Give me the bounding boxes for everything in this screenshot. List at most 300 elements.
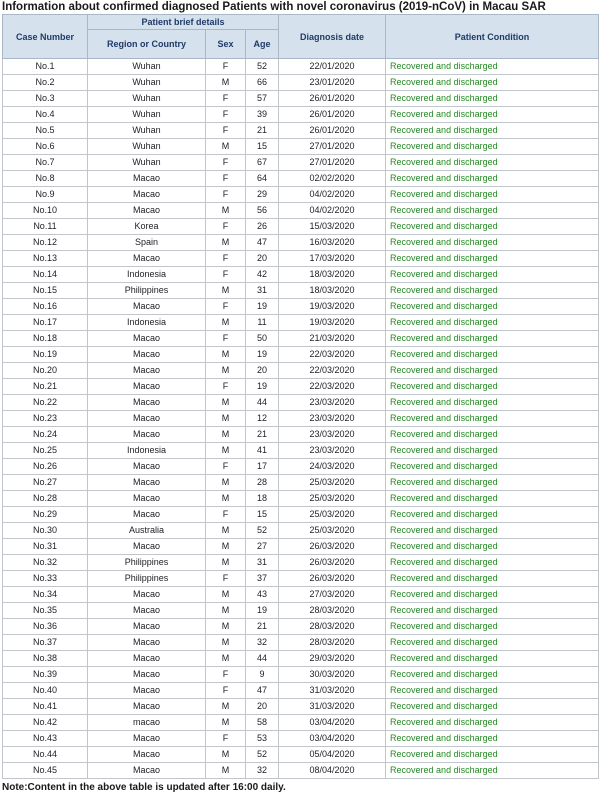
age-cell: 56: [246, 203, 279, 219]
diagnosis-date-cell: 08/04/2020: [279, 763, 386, 779]
age-cell: 42: [246, 267, 279, 283]
region-cell: Indonesia: [88, 315, 206, 331]
diagnosis-date-cell: 27/01/2020: [279, 139, 386, 155]
region-cell: Macao: [88, 187, 206, 203]
table-row: [3, 251, 599, 267]
header-age: Age: [246, 30, 279, 59]
age-cell: 44: [246, 395, 279, 411]
table-row: [3, 507, 599, 523]
sex-cell: M: [206, 635, 246, 651]
case-number-cell: No.43: [3, 731, 88, 747]
diagnosis-date-cell: 04/02/2020: [279, 187, 386, 203]
diagnosis-date-cell: 03/04/2020: [279, 715, 386, 731]
condition-cell: Recovered and discharged: [386, 555, 599, 571]
region-cell: Indonesia: [88, 443, 206, 459]
condition-cell: Recovered and discharged: [386, 315, 599, 331]
region-cell: Macao: [88, 763, 206, 779]
age-cell: 19: [246, 347, 279, 363]
age-cell: 64: [246, 171, 279, 187]
condition-cell: Recovered and discharged: [386, 347, 599, 363]
region-cell: Philippines: [88, 555, 206, 571]
condition-cell: Recovered and discharged: [386, 763, 599, 779]
region-cell: Macao: [88, 299, 206, 315]
sex-cell: F: [206, 91, 246, 107]
sex-cell: F: [206, 123, 246, 139]
condition-cell: Recovered and discharged: [386, 443, 599, 459]
sex-cell: F: [206, 187, 246, 203]
table-row: [3, 379, 599, 395]
page-title: Information about confirmed diagnosed Patients with novel coronavirus (2019-nCoV) in Macau SAR: [2, 1, 546, 13]
case-number-cell: No.12: [3, 235, 88, 251]
age-cell: 17: [246, 459, 279, 475]
table-row: [3, 587, 599, 603]
diagnosis-date-cell: 18/03/2020: [279, 283, 386, 299]
case-number-cell: No.28: [3, 491, 88, 507]
sex-cell: F: [206, 171, 246, 187]
diagnosis-date-cell: 23/03/2020: [279, 427, 386, 443]
diagnosis-date-cell: 24/03/2020: [279, 459, 386, 475]
case-number-cell: No.27: [3, 475, 88, 491]
condition-cell: Recovered and discharged: [386, 539, 599, 555]
age-cell: 9: [246, 667, 279, 683]
age-cell: 44: [246, 651, 279, 667]
sex-cell: M: [206, 715, 246, 731]
table-row: [3, 91, 599, 107]
sex-cell: M: [206, 443, 246, 459]
sex-cell: M: [206, 315, 246, 331]
header-case-number: Case Number: [3, 15, 88, 59]
table-row: [3, 475, 599, 491]
case-number-cell: No.44: [3, 747, 88, 763]
sex-cell: M: [206, 395, 246, 411]
region-cell: Macao: [88, 491, 206, 507]
sex-cell: F: [206, 299, 246, 315]
condition-cell: Recovered and discharged: [386, 155, 599, 171]
diagnosis-date-cell: 26/01/2020: [279, 91, 386, 107]
condition-cell: Recovered and discharged: [386, 379, 599, 395]
sex-cell: M: [206, 363, 246, 379]
diagnosis-date-cell: 26/03/2020: [279, 571, 386, 587]
sex-cell: F: [206, 155, 246, 171]
condition-cell: Recovered and discharged: [386, 587, 599, 603]
age-cell: 12: [246, 411, 279, 427]
table-row: [3, 443, 599, 459]
case-number-cell: No.45: [3, 763, 88, 779]
diagnosis-date-cell: 22/01/2020: [279, 59, 386, 75]
region-cell: Indonesia: [88, 267, 206, 283]
age-cell: 31: [246, 283, 279, 299]
table-row: [3, 427, 599, 443]
region-cell: Macao: [88, 539, 206, 555]
case-number-cell: No.15: [3, 283, 88, 299]
condition-cell: Recovered and discharged: [386, 139, 599, 155]
diagnosis-date-cell: 31/03/2020: [279, 683, 386, 699]
case-number-cell: No.2: [3, 75, 88, 91]
region-cell: Macao: [88, 747, 206, 763]
case-number-cell: No.35: [3, 603, 88, 619]
condition-cell: Recovered and discharged: [386, 715, 599, 731]
case-number-cell: No.10: [3, 203, 88, 219]
diagnosis-date-cell: 30/03/2020: [279, 667, 386, 683]
table-row: [3, 59, 599, 75]
table-row: [3, 107, 599, 123]
table-row: [3, 603, 599, 619]
sex-cell: M: [206, 203, 246, 219]
condition-cell: Recovered and discharged: [386, 747, 599, 763]
region-cell: Macao: [88, 331, 206, 347]
case-number-cell: No.32: [3, 555, 88, 571]
sex-cell: F: [206, 459, 246, 475]
condition-cell: Recovered and discharged: [386, 203, 599, 219]
age-cell: 32: [246, 635, 279, 651]
sex-cell: F: [206, 683, 246, 699]
table-row: [3, 347, 599, 363]
sex-cell: M: [206, 539, 246, 555]
diagnosis-date-cell: 04/02/2020: [279, 203, 386, 219]
case-number-cell: No.14: [3, 267, 88, 283]
condition-cell: Recovered and discharged: [386, 459, 599, 475]
table-row: [3, 635, 599, 651]
case-number-cell: No.17: [3, 315, 88, 331]
region-cell: Macao: [88, 171, 206, 187]
age-cell: 41: [246, 443, 279, 459]
age-cell: 21: [246, 619, 279, 635]
diagnosis-date-cell: 16/03/2020: [279, 235, 386, 251]
diagnosis-date-cell: 26/01/2020: [279, 107, 386, 123]
region-cell: Australia: [88, 523, 206, 539]
age-cell: 53: [246, 731, 279, 747]
condition-cell: Recovered and discharged: [386, 251, 599, 267]
case-number-cell: No.4: [3, 107, 88, 123]
age-cell: 52: [246, 59, 279, 75]
region-cell: Macao: [88, 731, 206, 747]
table-row: [3, 539, 599, 555]
table-row: [3, 235, 599, 251]
age-cell: 21: [246, 123, 279, 139]
table-row: [3, 715, 599, 731]
diagnosis-date-cell: 18/03/2020: [279, 267, 386, 283]
case-number-cell: No.16: [3, 299, 88, 315]
diagnosis-date-cell: 26/01/2020: [279, 123, 386, 139]
condition-cell: Recovered and discharged: [386, 91, 599, 107]
case-number-cell: No.3: [3, 91, 88, 107]
condition-cell: Recovered and discharged: [386, 603, 599, 619]
sex-cell: M: [206, 283, 246, 299]
diagnosis-date-cell: 26/03/2020: [279, 539, 386, 555]
sex-cell: M: [206, 427, 246, 443]
case-number-cell: No.37: [3, 635, 88, 651]
case-number-cell: No.9: [3, 187, 88, 203]
region-cell: Macao: [88, 699, 206, 715]
diagnosis-date-cell: 28/03/2020: [279, 603, 386, 619]
diagnosis-date-cell: 25/03/2020: [279, 475, 386, 491]
patients-table-body: [3, 59, 599, 779]
condition-cell: Recovered and discharged: [386, 571, 599, 587]
condition-cell: Recovered and discharged: [386, 363, 599, 379]
condition-cell: Recovered and discharged: [386, 507, 599, 523]
age-cell: 32: [246, 763, 279, 779]
sex-cell: F: [206, 59, 246, 75]
diagnosis-date-cell: 26/03/2020: [279, 555, 386, 571]
case-number-cell: No.22: [3, 395, 88, 411]
condition-cell: Recovered and discharged: [386, 331, 599, 347]
condition-cell: Recovered and discharged: [386, 123, 599, 139]
table-row: [3, 523, 599, 539]
sex-cell: M: [206, 603, 246, 619]
diagnosis-date-cell: 27/01/2020: [279, 155, 386, 171]
header-sex: Sex: [206, 30, 246, 59]
table-row: [3, 491, 599, 507]
sex-cell: F: [206, 331, 246, 347]
sex-cell: M: [206, 747, 246, 763]
condition-cell: Recovered and discharged: [386, 523, 599, 539]
diagnosis-date-cell: 15/03/2020: [279, 219, 386, 235]
region-cell: Macao: [88, 203, 206, 219]
diagnosis-date-cell: 22/03/2020: [279, 347, 386, 363]
region-cell: Wuhan: [88, 75, 206, 91]
table-row: [3, 171, 599, 187]
table-row: [3, 155, 599, 171]
diagnosis-date-cell: 29/03/2020: [279, 651, 386, 667]
age-cell: 18: [246, 491, 279, 507]
diagnosis-date-cell: 27/03/2020: [279, 587, 386, 603]
region-cell: Macao: [88, 395, 206, 411]
patients-table: [2, 14, 599, 779]
sex-cell: F: [206, 571, 246, 587]
case-number-cell: No.1: [3, 59, 88, 75]
case-number-cell: No.7: [3, 155, 88, 171]
case-number-cell: No.23: [3, 411, 88, 427]
age-cell: 58: [246, 715, 279, 731]
condition-cell: Recovered and discharged: [386, 395, 599, 411]
sex-cell: M: [206, 587, 246, 603]
condition-cell: Recovered and discharged: [386, 731, 599, 747]
age-cell: 19: [246, 299, 279, 315]
sex-cell: F: [206, 379, 246, 395]
condition-cell: Recovered and discharged: [386, 267, 599, 283]
region-cell: Macao: [88, 251, 206, 267]
age-cell: 15: [246, 139, 279, 155]
condition-cell: Recovered and discharged: [386, 171, 599, 187]
region-cell: Macao: [88, 379, 206, 395]
case-number-cell: No.19: [3, 347, 88, 363]
region-cell: Macao: [88, 475, 206, 491]
diagnosis-date-cell: 05/04/2020: [279, 747, 386, 763]
diagnosis-date-cell: 31/03/2020: [279, 699, 386, 715]
table-row: [3, 667, 599, 683]
sex-cell: F: [206, 267, 246, 283]
case-number-cell: No.34: [3, 587, 88, 603]
table-row: [3, 219, 599, 235]
region-cell: Wuhan: [88, 59, 206, 75]
condition-cell: Recovered and discharged: [386, 683, 599, 699]
region-cell: Macao: [88, 507, 206, 523]
case-number-cell: No.38: [3, 651, 88, 667]
table-row: [3, 619, 599, 635]
region-cell: Macao: [88, 363, 206, 379]
diagnosis-date-cell: 03/04/2020: [279, 731, 386, 747]
region-cell: Macao: [88, 651, 206, 667]
condition-cell: Recovered and discharged: [386, 235, 599, 251]
case-number-cell: No.41: [3, 699, 88, 715]
region-cell: Macao: [88, 619, 206, 635]
case-number-cell: No.33: [3, 571, 88, 587]
diagnosis-date-cell: 22/03/2020: [279, 363, 386, 379]
table-row: [3, 283, 599, 299]
sex-cell: M: [206, 523, 246, 539]
table-row: [3, 555, 599, 571]
case-number-cell: No.31: [3, 539, 88, 555]
region-cell: Spain: [88, 235, 206, 251]
sex-cell: M: [206, 475, 246, 491]
case-number-cell: No.8: [3, 171, 88, 187]
case-number-cell: No.13: [3, 251, 88, 267]
age-cell: 57: [246, 91, 279, 107]
diagnosis-date-cell: 22/03/2020: [279, 379, 386, 395]
age-cell: 28: [246, 475, 279, 491]
age-cell: 15: [246, 507, 279, 523]
condition-cell: Recovered and discharged: [386, 299, 599, 315]
diagnosis-date-cell: 21/03/2020: [279, 331, 386, 347]
header-region: Region or Country: [88, 30, 206, 59]
sex-cell: M: [206, 411, 246, 427]
table-row: [3, 683, 599, 699]
table-row: [3, 411, 599, 427]
age-cell: 19: [246, 603, 279, 619]
diagnosis-date-cell: 17/03/2020: [279, 251, 386, 267]
region-cell: Wuhan: [88, 91, 206, 107]
age-cell: 39: [246, 107, 279, 123]
condition-cell: Recovered and discharged: [386, 699, 599, 715]
condition-cell: Recovered and discharged: [386, 107, 599, 123]
region-cell: Macao: [88, 635, 206, 651]
table-row: [3, 315, 599, 331]
sex-cell: F: [206, 107, 246, 123]
case-number-cell: No.24: [3, 427, 88, 443]
condition-cell: Recovered and discharged: [386, 219, 599, 235]
header-patient-brief: Patient brief details: [88, 15, 279, 30]
case-number-cell: No.26: [3, 459, 88, 475]
diagnosis-date-cell: 19/03/2020: [279, 315, 386, 331]
header-patient-condition: Patient Condition: [386, 15, 599, 59]
table-row: [3, 731, 599, 747]
region-cell: macao: [88, 715, 206, 731]
diagnosis-date-cell: 28/03/2020: [279, 619, 386, 635]
region-cell: Macao: [88, 427, 206, 443]
sex-cell: M: [206, 651, 246, 667]
age-cell: 11: [246, 315, 279, 331]
table-row: [3, 267, 599, 283]
case-number-cell: No.39: [3, 667, 88, 683]
case-number-cell: No.5: [3, 123, 88, 139]
age-cell: 67: [246, 155, 279, 171]
condition-cell: Recovered and discharged: [386, 651, 599, 667]
table-row: [3, 571, 599, 587]
diagnosis-date-cell: 23/01/2020: [279, 75, 386, 91]
age-cell: 52: [246, 747, 279, 763]
diagnosis-date-cell: 25/03/2020: [279, 507, 386, 523]
table-row: [3, 651, 599, 667]
region-cell: Wuhan: [88, 139, 206, 155]
condition-cell: Recovered and discharged: [386, 411, 599, 427]
case-number-cell: No.30: [3, 523, 88, 539]
sex-cell: M: [206, 235, 246, 251]
case-number-cell: No.21: [3, 379, 88, 395]
table-row: [3, 763, 599, 779]
diagnosis-date-cell: 28/03/2020: [279, 635, 386, 651]
table-row: [3, 699, 599, 715]
region-cell: Philippines: [88, 283, 206, 299]
case-number-cell: No.18: [3, 331, 88, 347]
region-cell: Macao: [88, 411, 206, 427]
region-cell: Macao: [88, 667, 206, 683]
case-number-cell: No.40: [3, 683, 88, 699]
region-cell: Macao: [88, 459, 206, 475]
age-cell: 43: [246, 587, 279, 603]
case-number-cell: No.36: [3, 619, 88, 635]
region-cell: Wuhan: [88, 107, 206, 123]
region-cell: Philippines: [88, 571, 206, 587]
age-cell: 47: [246, 683, 279, 699]
condition-cell: Recovered and discharged: [386, 427, 599, 443]
table-row: [3, 187, 599, 203]
age-cell: 50: [246, 331, 279, 347]
diagnosis-date-cell: 25/03/2020: [279, 523, 386, 539]
region-cell: Macao: [88, 683, 206, 699]
region-cell: Macao: [88, 587, 206, 603]
age-cell: 20: [246, 251, 279, 267]
table-row: [3, 75, 599, 91]
case-number-cell: No.25: [3, 443, 88, 459]
age-cell: 21: [246, 427, 279, 443]
condition-cell: Recovered and discharged: [386, 635, 599, 651]
sex-cell: F: [206, 219, 246, 235]
diagnosis-date-cell: 02/02/2020: [279, 171, 386, 187]
condition-cell: Recovered and discharged: [386, 187, 599, 203]
table-row: [3, 363, 599, 379]
table-row: [3, 331, 599, 347]
table-row: [3, 139, 599, 155]
sex-cell: M: [206, 763, 246, 779]
region-cell: Korea: [88, 219, 206, 235]
diagnosis-date-cell: 23/03/2020: [279, 411, 386, 427]
table-row: [3, 123, 599, 139]
region-cell: Wuhan: [88, 123, 206, 139]
table-row: [3, 299, 599, 315]
condition-cell: Recovered and discharged: [386, 491, 599, 507]
sex-cell: M: [206, 347, 246, 363]
case-number-cell: No.6: [3, 139, 88, 155]
case-number-cell: No.29: [3, 507, 88, 523]
case-number-cell: No.11: [3, 219, 88, 235]
sex-cell: M: [206, 491, 246, 507]
age-cell: 66: [246, 75, 279, 91]
age-cell: 52: [246, 523, 279, 539]
diagnosis-date-cell: 19/03/2020: [279, 299, 386, 315]
sex-cell: M: [206, 619, 246, 635]
condition-cell: Recovered and discharged: [386, 475, 599, 491]
age-cell: 47: [246, 235, 279, 251]
condition-cell: Recovered and discharged: [386, 283, 599, 299]
update-note: Note:Content in the above table is updated after 16:00 daily.: [2, 782, 286, 793]
age-cell: 20: [246, 699, 279, 715]
age-cell: 20: [246, 363, 279, 379]
age-cell: 26: [246, 219, 279, 235]
condition-cell: Recovered and discharged: [386, 667, 599, 683]
table-row: [3, 747, 599, 763]
region-cell: Macao: [88, 347, 206, 363]
sex-cell: F: [206, 731, 246, 747]
